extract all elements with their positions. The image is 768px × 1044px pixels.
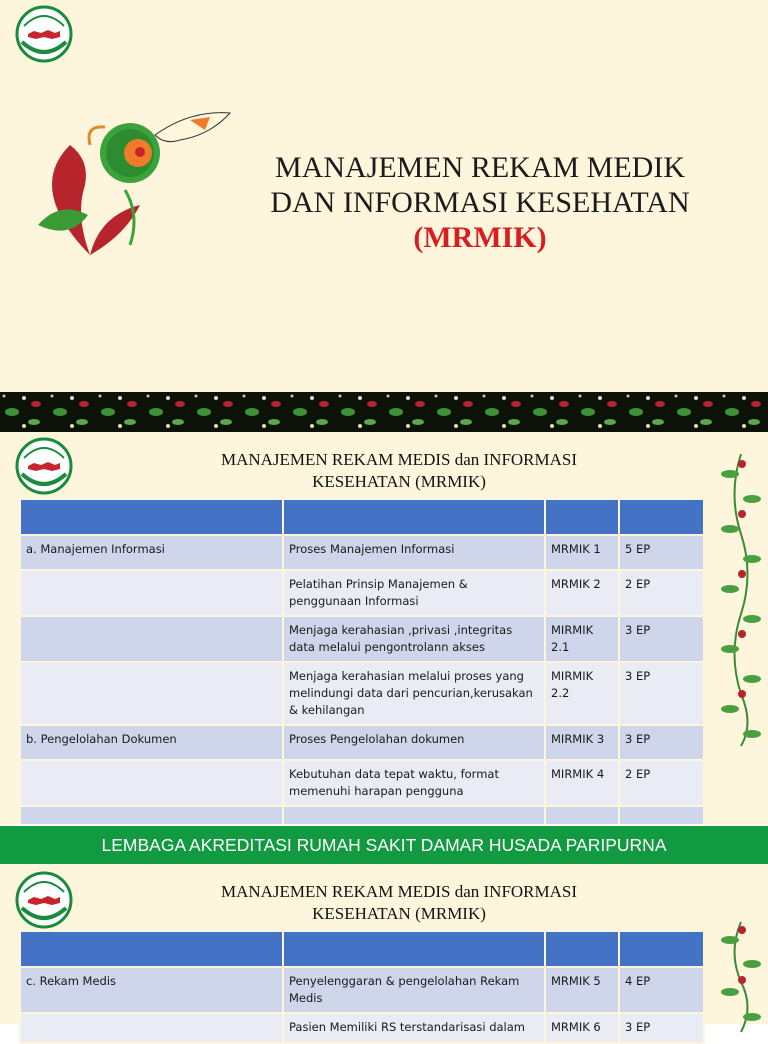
code-cell: MIRMIK 2.1 [545, 616, 619, 662]
batik-border-strip [0, 392, 768, 432]
table-row [20, 967, 704, 1013]
foundation-logo [8, 870, 80, 930]
header-cell [545, 499, 619, 535]
description-cell: Proses Pengelolahan dokumen [283, 725, 545, 760]
header-cell [283, 499, 545, 535]
foundation-logo [8, 4, 80, 64]
heading-line-2: KESEHATAN (MRMIK) [312, 904, 486, 923]
slide-heading [140, 881, 658, 925]
batik-flower-ornament [30, 105, 235, 260]
footer-banner: LEMBAGA AKREDITASI RUMAH SAKIT DAMAR HUSADA PARIPURNA [0, 826, 768, 864]
category-cell [20, 662, 283, 725]
heading-line-2: KESEHATAN (MRMIK) [312, 472, 486, 491]
ep-cell: 3 EP [619, 662, 704, 725]
code-cell: MIRMIK 2.2 [545, 662, 619, 725]
table-row [20, 616, 704, 662]
description-cell: Proses Manajemen Informasi [283, 535, 545, 570]
slide-title [232, 150, 728, 255]
category-cell [20, 570, 283, 616]
table-row [20, 662, 704, 725]
table-header-row [20, 931, 704, 967]
description-cell: Pasien Memiliki RS terstandarisasi dalam [283, 1013, 545, 1043]
title-line-2: DAN INFORMASI KESEHATAN [270, 186, 690, 219]
ep-cell: 2 EP [619, 570, 704, 616]
vine-ornament [718, 454, 764, 746]
code-cell: MRMIK 2 [545, 570, 619, 616]
ep-cell: 2 EP [619, 760, 704, 806]
header-cell [619, 931, 704, 967]
header-cell [619, 499, 704, 535]
ep-cell: 5 EP [619, 535, 704, 570]
foundation-logo [8, 436, 80, 496]
ep-cell: 4 EP [619, 967, 704, 1013]
ep-cell: 3 EP [619, 1013, 704, 1043]
table-row [20, 760, 704, 806]
category-cell [20, 616, 283, 662]
vine-ornament [718, 922, 764, 1032]
description-cell: Kebutuhan data tepat waktu, format memenuhi harapan pengguna [283, 760, 545, 806]
slide-heading [140, 449, 658, 493]
category-cell: b. Pengelolahan Dokumen [20, 725, 283, 760]
content-slide-1 [0, 432, 768, 824]
standards-table [19, 498, 705, 842]
code-cell: MIRMIK 3 [545, 725, 619, 760]
heading-line-1: MANAJEMEN REKAM MEDIS dan INFORMASI [220, 882, 578, 901]
header-cell [545, 931, 619, 967]
description-cell: Menjaga kerahasian ,privasi ,integritas data melalui pengontrolann akses [283, 616, 545, 662]
table-row [20, 725, 704, 760]
table-row [20, 1013, 704, 1043]
ep-cell: 3 EP [619, 725, 704, 760]
code-cell: MRMIK 5 [545, 967, 619, 1013]
category-cell [20, 760, 283, 806]
title-slide [0, 0, 768, 392]
table-row [20, 570, 704, 616]
description-cell: Penyelenggaran & pengelolahan Rekam Medis [283, 967, 545, 1013]
category-cell: a. Manajemen Informasi [20, 535, 283, 570]
table-row [20, 535, 704, 570]
code-cell: MIRMIK 4 [545, 760, 619, 806]
header-cell [20, 499, 283, 535]
table-header-row [20, 499, 704, 535]
ep-cell: 3 EP [619, 616, 704, 662]
heading-line-1: MANAJEMEN REKAM MEDIS dan INFORMASI [220, 450, 578, 469]
title-abbreviation: (MRMIK) [413, 221, 547, 254]
standards-table [19, 930, 705, 1044]
category-cell: c. Rekam Medis [20, 967, 283, 1013]
content-slide-2 [0, 864, 768, 1034]
header-cell [20, 931, 283, 967]
header-cell [283, 931, 545, 967]
code-cell: MRMIK 6 [545, 1013, 619, 1043]
code-cell: MRMIK 1 [545, 535, 619, 570]
description-cell: Pelatihan Prinsip Manajemen & penggunaan Informasi [283, 570, 545, 616]
description-cell: Menjaga kerahasian melalui proses yang melindungi data dari pencurian,kerusakan & kehilangan [283, 662, 545, 725]
category-cell [20, 1013, 283, 1043]
title-line-1: MANAJEMEN REKAM MEDIK [275, 151, 685, 184]
